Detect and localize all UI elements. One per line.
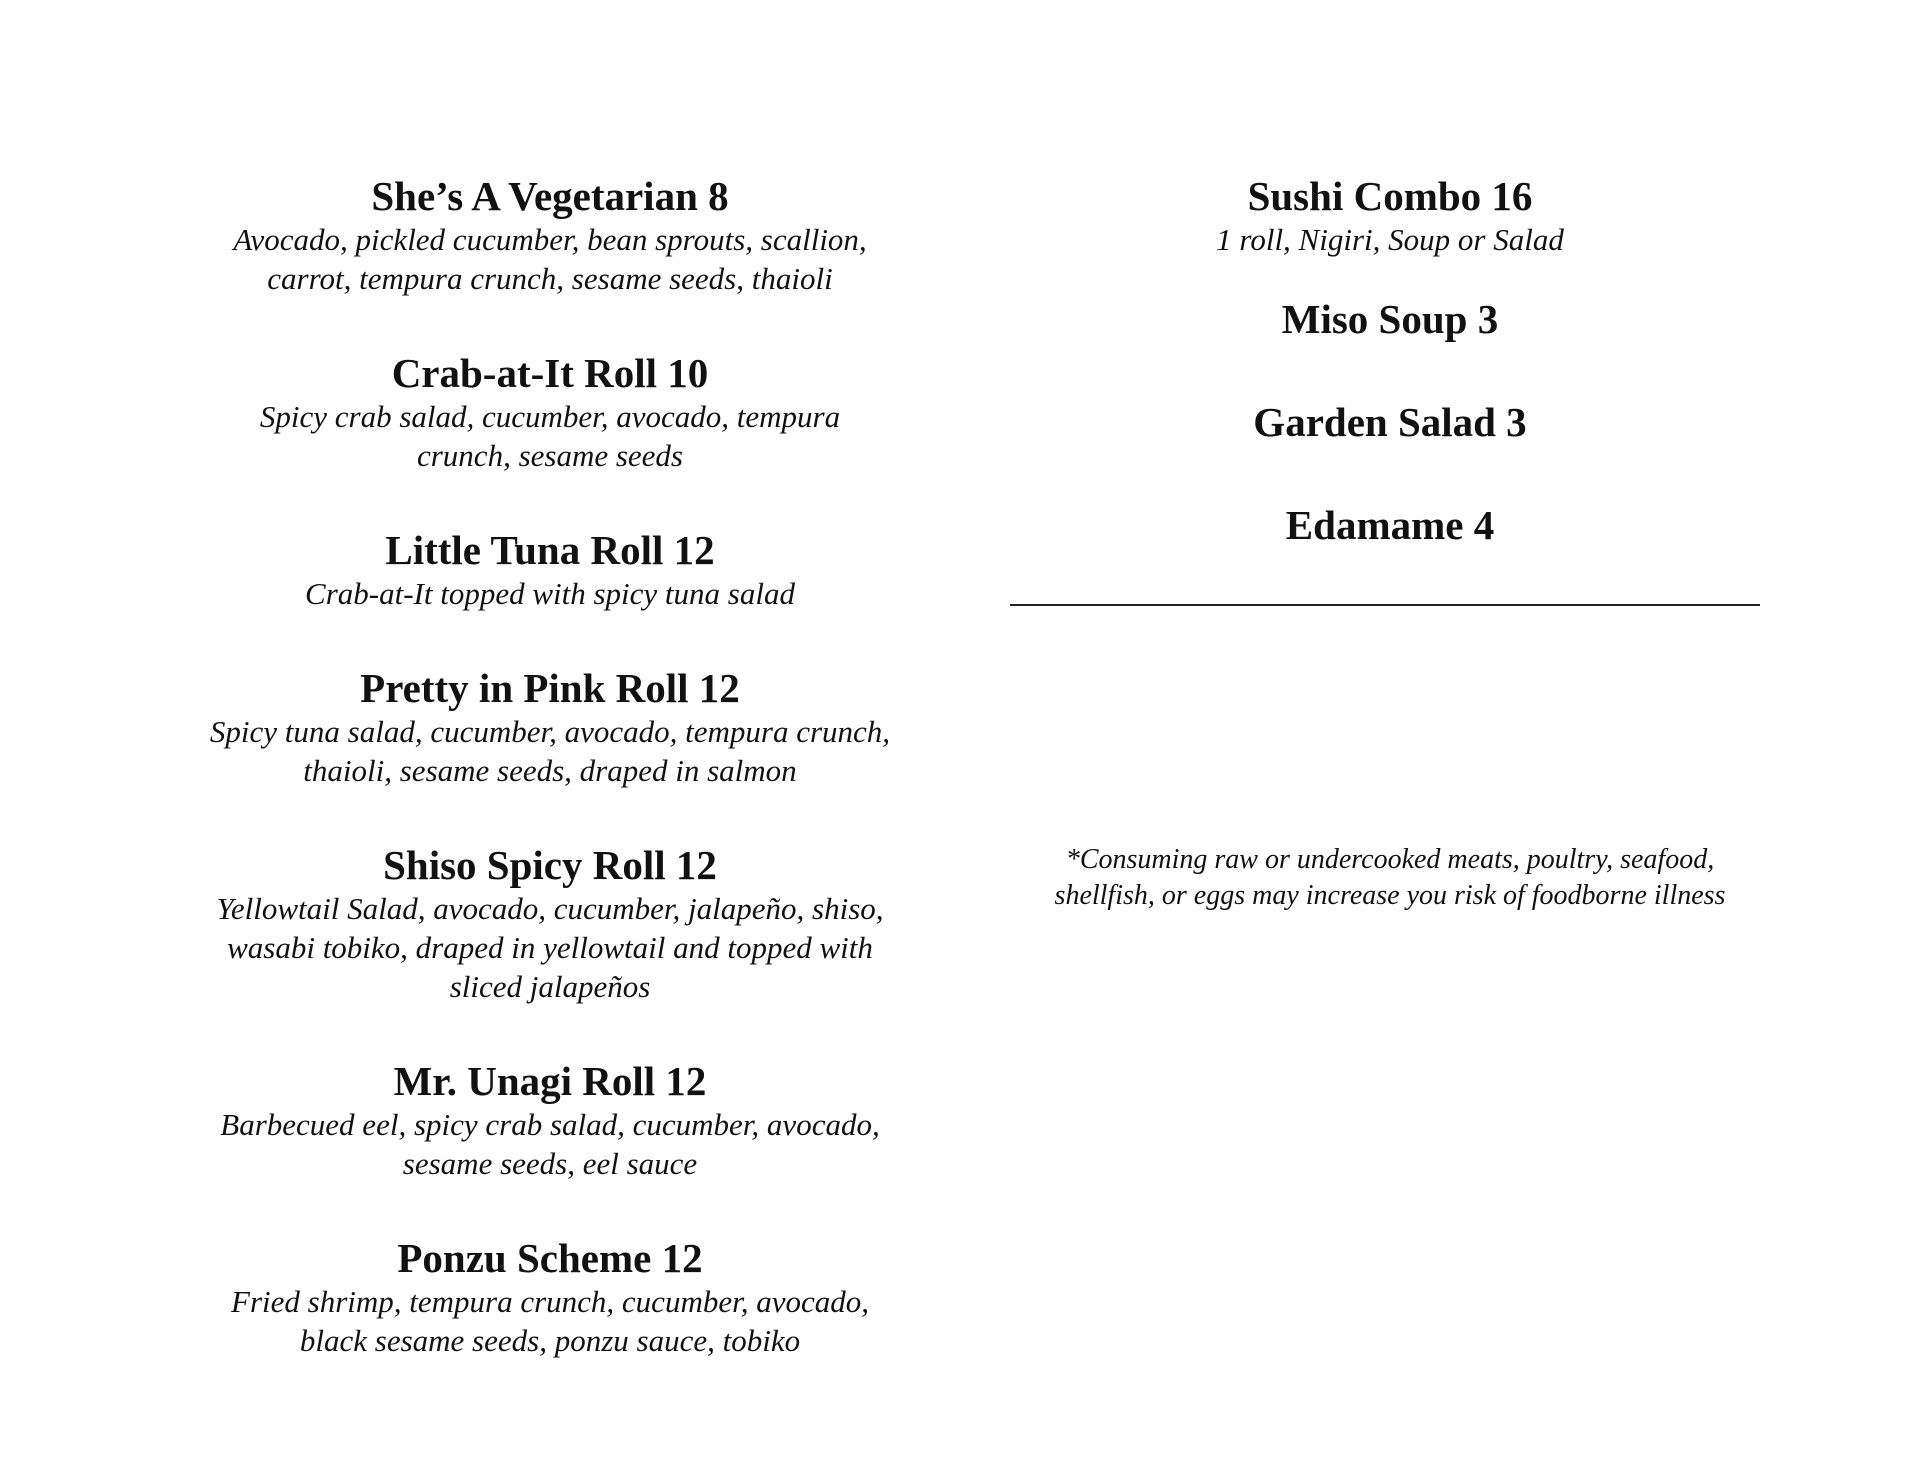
item-name: Miso Soup 3 bbox=[1281, 296, 1499, 342]
item-name: She’s A Vegetarian 8 bbox=[371, 173, 729, 219]
menu-item-pretty-in-pink-roll bbox=[160, 664, 940, 790]
item-name: Mr. Unagi Roll 12 bbox=[393, 1058, 707, 1104]
item-description-line: Crab-at-It topped with spicy tuna salad bbox=[305, 576, 795, 611]
menu-item-ponzu-scheme bbox=[160, 1234, 940, 1360]
item-name: Sushi Combo 16 bbox=[1247, 173, 1533, 219]
item-description-line: crunch, sesame seeds bbox=[416, 438, 683, 473]
item-description-line: sliced jalapeños bbox=[449, 969, 651, 1004]
item-name: Crab-at-It Roll 10 bbox=[391, 350, 709, 396]
item-description-line: Spicy tuna salad, cucumber, avocado, tempura crunch, bbox=[209, 714, 891, 749]
item-description-line: Spicy crab salad, cucumber, avocado, tempura bbox=[259, 399, 841, 434]
item-description-line: 1 roll, Nigiri, Soup or Salad bbox=[1216, 222, 1564, 257]
item-description-line: carrot, tempura crunch, sesame seeds, thaioli bbox=[267, 261, 833, 296]
item-name: Pretty in Pink Roll 12 bbox=[360, 665, 740, 711]
item-description-line: black sesame seeds, ponzu sauce, tobiko bbox=[299, 1323, 801, 1358]
rolls-column bbox=[160, 172, 940, 1411]
item-description-line: thaioli, sesame seeds, draped in salmon bbox=[303, 753, 797, 788]
item-description-line: Fried shrimp, tempura crunch, cucumber, avocado, bbox=[231, 1284, 869, 1319]
notice-line: *Consuming raw or undercooked meats, poultry, seafood, bbox=[1065, 844, 1715, 875]
item-description-line: Barbecued eel, spicy crab salad, cucumber, avocado, bbox=[220, 1107, 880, 1142]
menu-item-little-tuna-roll bbox=[160, 526, 940, 613]
menu-item-crab-at-it-roll bbox=[160, 349, 940, 475]
item-description-line: Avocado, pickled cucumber, bean sprouts, scallion, bbox=[233, 222, 867, 257]
menu-item-miso-soup bbox=[1000, 295, 1780, 343]
item-name: Garden Salad 3 bbox=[1253, 399, 1527, 445]
menu-item-edamame bbox=[1000, 501, 1780, 549]
item-name: Ponzu Scheme 12 bbox=[397, 1235, 703, 1281]
notice-line: shellfish, or eggs may increase you risk of foodborne illness bbox=[1054, 880, 1726, 911]
item-description-line: Yellowtail Salad, avocado, cucumber, jalapeño, shiso, bbox=[216, 891, 884, 926]
divider-line bbox=[1010, 604, 1760, 606]
menu-item-shes-a-vegetarian bbox=[160, 172, 940, 298]
item-description-line: sesame seeds, eel sauce bbox=[402, 1146, 698, 1181]
sides-column bbox=[1000, 172, 1780, 604]
menu-item-mr-unagi-roll bbox=[160, 1057, 940, 1183]
menu-item-garden-salad bbox=[1000, 398, 1780, 446]
item-name: Little Tuna Roll 12 bbox=[385, 527, 715, 573]
food-safety-notice bbox=[1000, 842, 1780, 914]
item-name: Edamame 4 bbox=[1285, 502, 1495, 548]
menu-item-sushi-combo bbox=[1000, 172, 1780, 259]
item-description-line: wasabi tobiko, draped in yellowtail and topped with bbox=[227, 930, 873, 965]
menu-item-shiso-spicy-roll bbox=[160, 841, 940, 1006]
item-name: Shiso Spicy Roll 12 bbox=[383, 842, 717, 888]
